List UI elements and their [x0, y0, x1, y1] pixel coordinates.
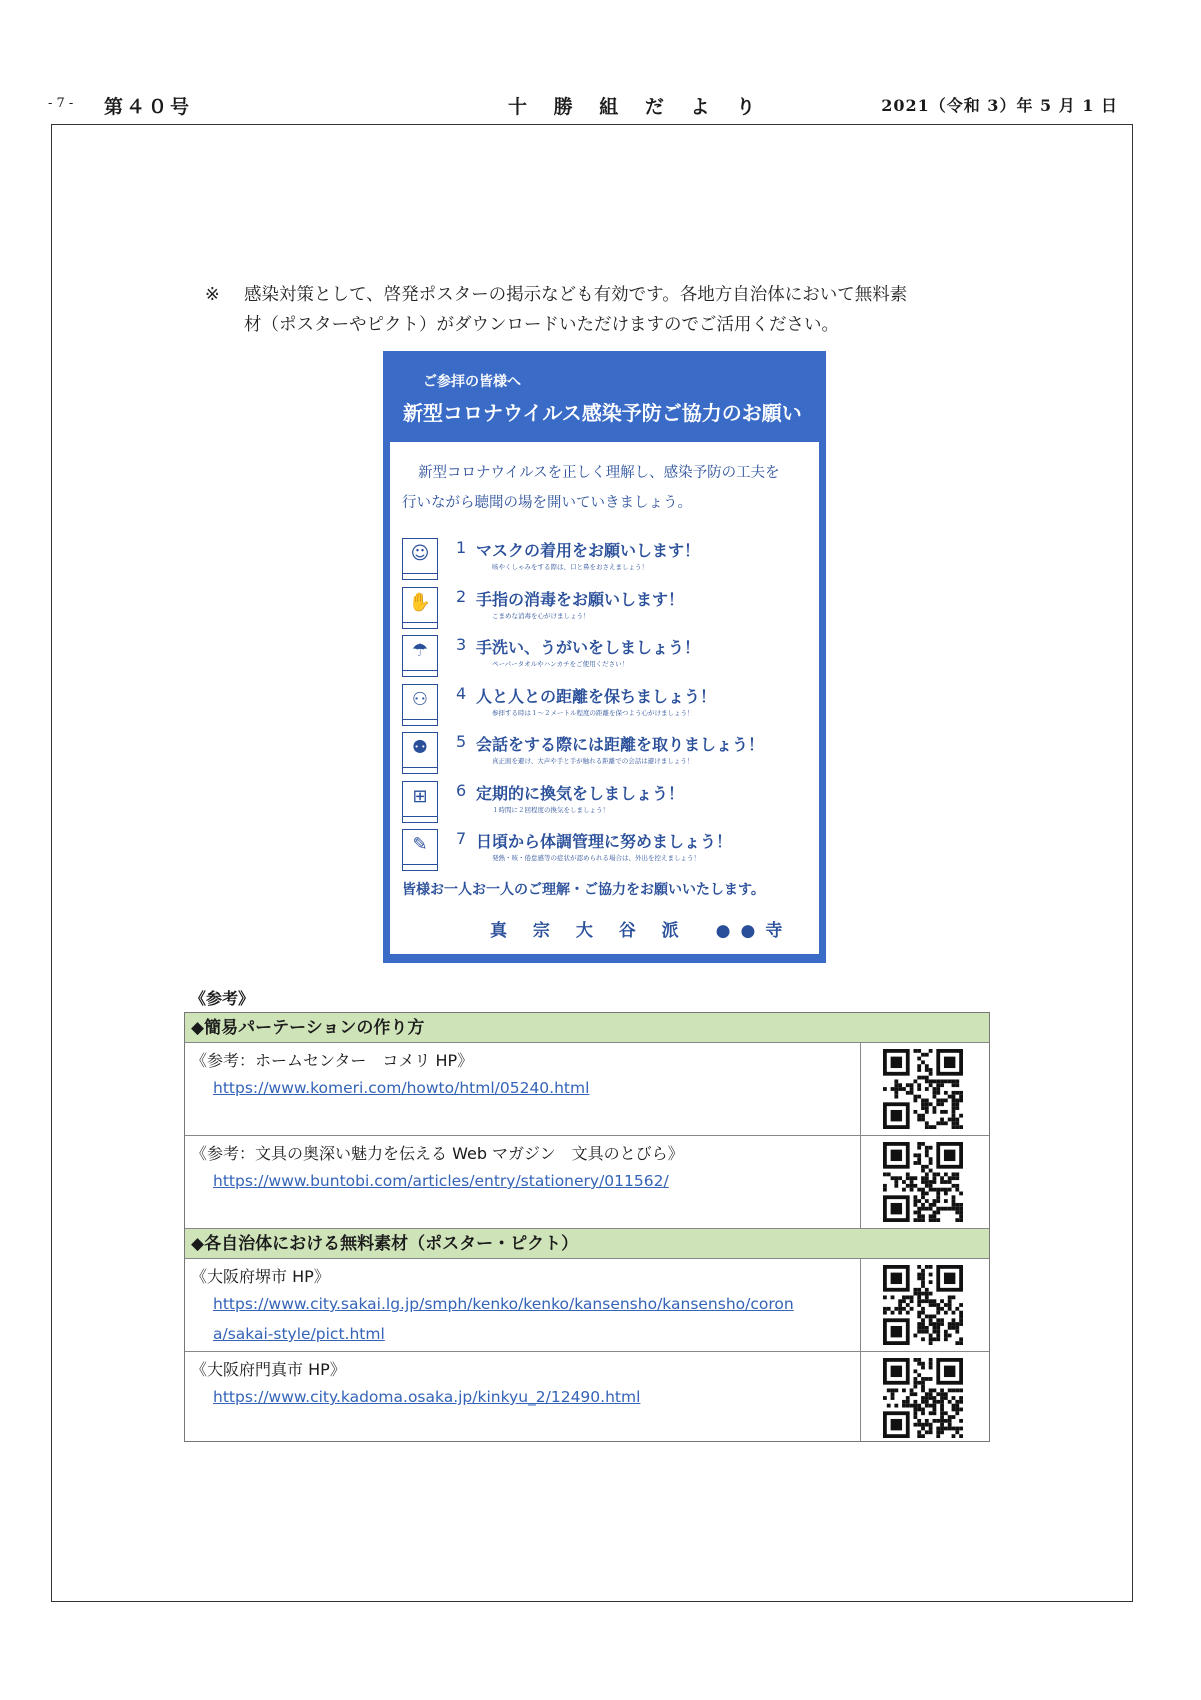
table-row [185, 1136, 989, 1229]
poster [383, 351, 826, 963]
item-text: 定期的に換気をしましょう！ [476, 783, 685, 803]
poster-item [402, 779, 814, 828]
poster-intro [402, 458, 812, 518]
buntobi-link[interactable]: https://www.buntobi.com/articles/entry/stationery/011562/ [213, 1172, 669, 1190]
item-number: 2 [456, 586, 467, 606]
poster-item [402, 730, 814, 779]
qr-code-icon[interactable] [883, 1049, 963, 1129]
note-line-2: 材（ポスターやピクト）がダウンロードいただけますのでご活用ください。 [244, 315, 839, 335]
section-materials-header: ◆各自治体における無料素材（ポスター・ピクト） [185, 1229, 989, 1259]
window-icon: ⊞ [402, 781, 438, 823]
qr-cell [860, 1352, 989, 1441]
issue-date: 2021（令和 3）年 5 月 1 日 [881, 96, 1118, 115]
reference-label: 《大阪府門真市 HP》 [191, 1360, 346, 1379]
table-row [185, 1259, 989, 1352]
komeri-link[interactable]: https://www.komeri.com/howto/html/05240.html [213, 1079, 590, 1097]
qr-cell [860, 1043, 989, 1135]
mask-icon: ☺ [402, 538, 438, 580]
item-text: 手洗い、うがいをしましょう！ [476, 638, 701, 657]
poster-footer: 皆様お一人お一人のご理解・ご協力をお願いいたします。 [402, 882, 765, 898]
item-note: ペーパータオルやハンカチをご使用ください！ [492, 660, 629, 668]
newsletter-title: 十 勝 組 だ よ り [508, 96, 766, 118]
sakai-link-line-1[interactable]: https://www.city.sakai.lg.jp/smph/kenko/kenko/kansensho/kansensho/coron [213, 1295, 794, 1313]
reference-label: 《参考：ホームセンター コメリ HP》 [191, 1051, 474, 1070]
note-mark: ※ [205, 285, 220, 305]
thermometer-icon: ✎ [402, 829, 438, 871]
reference-label: 《参考：文具の奥深い魅力を伝える Web マガジン 文具のとびら》 [191, 1144, 684, 1163]
page-number: - 7 - [48, 96, 74, 111]
qr-cell [860, 1259, 989, 1351]
item-number: 7 [456, 829, 467, 848]
item-text: マスクの着用をお願いします！ [476, 541, 701, 560]
poster-item-list [402, 536, 814, 876]
reference-table [184, 1012, 990, 1442]
qr-code-icon[interactable] [883, 1265, 963, 1345]
item-text: 会話をする際には距離を取りましょう！ [476, 735, 765, 754]
poster-item [402, 536, 814, 585]
item-note: 参拝する時は１～２メートル程度の距離を保つよう心がけましょう！ [492, 708, 694, 717]
reference-heading: 《参考》 [190, 989, 255, 1008]
table-row [185, 1043, 989, 1136]
poster-subtitle: ご参拝の皆様へ [423, 374, 521, 390]
item-text: 日頃から体調管理に努めましょう！ [476, 832, 733, 851]
kadoma-link[interactable]: https://www.city.kadoma.osaka.jp/kinkyu_2/12490.html [213, 1388, 641, 1406]
handwash-icon: ☂ [402, 635, 438, 677]
reference-label: 《大阪府堺市 HP》 [191, 1267, 330, 1286]
section-partition-header: ◆簡易パーテーションの作り方 [185, 1013, 989, 1043]
qr-code-icon[interactable] [883, 1358, 963, 1438]
item-number: 1 [456, 538, 467, 557]
poster-item [402, 827, 814, 876]
item-note: 発熱・咳・倦怠感等の症状が認められる場合は、外出を控えましょう！ [492, 854, 700, 862]
table-row [185, 1352, 989, 1441]
item-note: １時間に２回程度の換気をしましょう！ [492, 805, 609, 814]
qr-code-icon[interactable] [883, 1142, 963, 1222]
item-number: 3 [456, 635, 467, 654]
qr-cell [860, 1136, 989, 1228]
poster-intro-line-2: 行いながら聴聞の場を開いていきましょう。 [402, 495, 692, 511]
poster-item [402, 682, 814, 731]
item-text: 人と人との距離を保ちましょう！ [476, 686, 717, 706]
sakai-link-line-2[interactable]: a/sakai-style/pict.html [213, 1325, 385, 1343]
page-header [48, 92, 1118, 120]
item-number: 4 [456, 683, 467, 703]
sanitizer-icon: ✋ [402, 587, 438, 629]
item-number: 6 [456, 780, 467, 800]
poster-intro-line-1: 新型コロナウイルスを正しく理解し、感染予防の工夫を [418, 465, 780, 481]
item-note: 真正面を避け、大声や手と手が触れる距離での会話は避けましょう！ [492, 757, 694, 765]
item-note: 咳やくしゃみをする際は、口と鼻をおさえましょう！ [492, 563, 648, 571]
item-number: 5 [456, 732, 467, 751]
poster-item [402, 585, 814, 634]
note-line-1: 感染対策として、啓発ポスターの掲示なども有効です。各地方自治体において無料素 [244, 285, 908, 305]
distance-icon: ⚇ [402, 684, 438, 726]
poster-item [402, 633, 814, 682]
issue-number: 第４０号 [104, 96, 193, 118]
conversation-icon: ⚉ [402, 732, 438, 774]
item-text: 手指の消毒をお願いします！ [476, 589, 685, 609]
poster-title: 新型コロナウイルス感染予防ご協力のお願い [403, 401, 802, 425]
poster-body [389, 441, 820, 955]
item-note: こまめな消毒を心がけましょう！ [492, 611, 590, 620]
temple-name: 真 宗 大 谷 派 ●●寺 [490, 921, 793, 941]
